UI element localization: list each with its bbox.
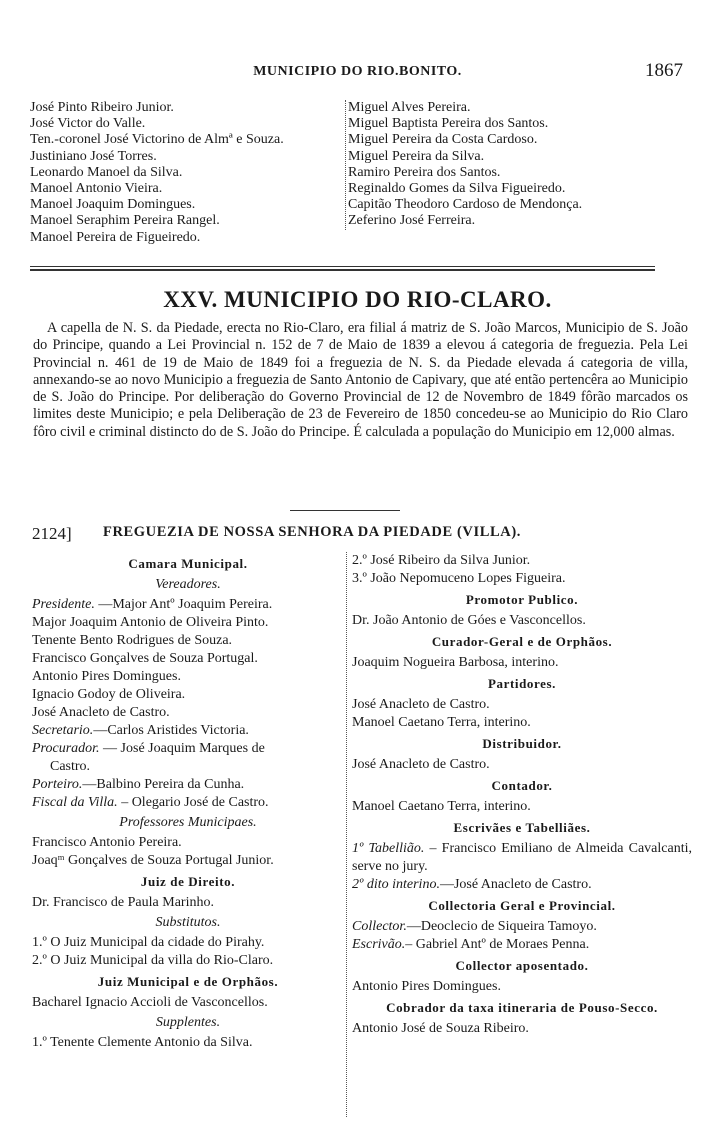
entry-text: —Carlos Aristides Victoria. (93, 723, 249, 738)
entry-text: – Olegario José de Castro. (117, 795, 269, 810)
list-item: Justiniano José Torres. (30, 148, 157, 164)
section-heading (352, 999, 692, 1017)
running-title: MUNICIPIO DO RIO.BONITO. (253, 64, 462, 79)
section-title: FREGUEZIA DE NOSSA SENHORA DA PIEDADE (VILLA). (103, 524, 521, 540)
entry-role: Procurador. (32, 741, 100, 756)
chapter-title: XXV. MUNICIPIO DO RIO-CLARO. (163, 287, 552, 312)
entry-line (352, 876, 692, 894)
entry-text: – Gabriel Antº de Moraes Penna. (405, 937, 590, 952)
entry-text: Joaqᵐ Gonçalves de Souza Portugal Junior. (32, 853, 274, 868)
section-heading (352, 633, 692, 651)
entry-text: 2.º O Juiz Municipal da villa do Rio-Claro. (32, 953, 274, 968)
list-item: Miguel Alves Pereira. (348, 100, 471, 115)
entry-text: Bacharel Ignacio Accioli de Vasconcellos. (32, 995, 268, 1010)
entry-text: Antonio José de Souza Ribeiro. (352, 1021, 529, 1036)
entry-text: Curador-Geral e de Orphãos. (431, 634, 613, 649)
entry-role: Presidente. (32, 597, 95, 612)
entry-text: Partidores. (487, 676, 557, 691)
subheading (32, 914, 344, 932)
entry-line (352, 840, 692, 876)
entry-text: Supplentes. (155, 1015, 221, 1030)
section-heading (352, 591, 692, 609)
section-rule (290, 510, 400, 511)
entry-text: Camara Municipal. (128, 556, 248, 571)
list-item: Ten.-coronel José Victorino de Almª e Souza. (30, 132, 284, 148)
section-heading (352, 819, 692, 837)
entry-text: José Anacleto de Castro. (352, 697, 490, 712)
entry-line (32, 632, 344, 650)
entry-line (32, 1034, 344, 1052)
entry-line (352, 978, 692, 996)
entry-line (32, 650, 344, 668)
entry-line (352, 612, 692, 630)
entry-text: Antonio Pires Domingues. (32, 669, 181, 684)
entry-line (352, 936, 692, 954)
list-item: Ramiro Pereira dos Santos. (348, 164, 501, 180)
entry-text: 2.º José Ribeiro da Silva Junior. (352, 553, 531, 568)
entry-line (32, 668, 344, 686)
list-item: Manoel Joaquim Domingues. (30, 197, 196, 213)
subheading (32, 1014, 344, 1032)
entry-text: Juiz Municipal e de Orphãos. (97, 974, 279, 989)
entry-text: 1.º Tenente Clemente Antonio da Silva. (32, 1035, 253, 1050)
list-item: Zeferino José Ferreira. (348, 213, 476, 229)
entry-text: Juiz de Direito. (140, 874, 236, 889)
entry-text: Francisco Antonio Pereira. (32, 835, 182, 850)
section-heading (32, 973, 344, 991)
section-number: 2124] (32, 524, 72, 543)
section-heading (352, 777, 692, 795)
entry-line (32, 758, 344, 776)
entry-text: Cobrador da taxa itineraria de Pouso-Secco. (386, 1000, 658, 1015)
entry-line (32, 894, 344, 912)
entry-line (352, 654, 692, 672)
list-item: José Pinto Ribeiro Junior. (30, 100, 174, 115)
entry-text: Manoel Caetano Terra, interino. (352, 799, 531, 814)
entry-line (32, 614, 344, 632)
entry-text: – Francisco Emiliano de Almeida Cavalcanti, serve no jury. (352, 841, 692, 874)
entry-line (352, 714, 692, 732)
section-heading (352, 897, 692, 915)
entry-line (352, 798, 692, 816)
entry-text: Substitutos. (155, 915, 221, 930)
entry-text: Collector aposentado. (455, 958, 589, 973)
entry-text: 1.º O Juiz Municipal da cidade do Pirahy. (32, 935, 265, 950)
entry-line (32, 794, 344, 812)
entry-text: Dr. Francisco de Paula Marinho. (32, 895, 214, 910)
list-item: Reginaldo Gomes da Silva Figueiredo. (348, 181, 566, 197)
entry-text: Escrivães e Tabelliães. (453, 820, 591, 835)
list-item: Manoel Pereira de Figueiredo. (30, 229, 201, 245)
entry-text: Vereadores. (155, 577, 221, 592)
entry-text: Contador. (491, 778, 553, 793)
section-heading (32, 873, 344, 891)
entry-text: —José Anacleto de Castro. (439, 877, 592, 892)
section-heading (352, 675, 692, 693)
entry-role: Fiscal da Villa. (32, 795, 118, 810)
subheading (32, 814, 344, 832)
entry-line (32, 596, 344, 614)
entry-role: Collector. (352, 919, 407, 934)
chapter-paragraph: A capella de N. S. da Piedade, erecta no Rio-Claro, era filial á matriz de S. João Marcos, Municipio de S. João do Principe, quando a Lei Provincial n. 152 de 7 de Maio de 1839 a elevou á categoria de freguezia. Pela Lei Provincial n. 461 de 19 de Maio de 1849 foi a freguezia de N. S. da Piedade elevada á categoria de villa, annexando-se ao novo Municipio a freguezia de Santo Antonio de Capivary, que até então pertencêra ao Municipio de S. João do Principe. Por deliberação do Governo Provincial de 12 de Novembro de 1849 fôrão marcados os limites deste Municipio; e pela Deliberação de 23 de Fevereiro de 1850 concedeu-se ao Municipio do Rio Claro fôro civil e criminal distincto do de S. João do Principe. É calculada a população do Municipio em 12,000 almas. (33, 320, 688, 440)
entry-text: Major Joaquim Antonio de Oliveira Pinto. (32, 615, 269, 630)
entry-line (32, 994, 344, 1012)
entry-role: Porteiro. (32, 777, 83, 792)
entry-line (352, 696, 692, 714)
entry-text: Promotor Publico. (465, 592, 579, 607)
entry-text: José Anacleto de Castro. (352, 757, 490, 772)
entry-role: Escrivão. (352, 937, 406, 952)
entry-line (32, 704, 344, 722)
entry-role: Secretario. (32, 723, 94, 738)
top-list-right (345, 100, 678, 230)
entry-text: Francisco Gonçalves de Souza Portugal. (32, 651, 258, 666)
entry-line (32, 776, 344, 794)
entry-text: —Balbino Pereira da Cunha. (82, 777, 245, 792)
list-item: José Victor do Valle. (30, 116, 146, 132)
entry-text: —Major Antº Joaquim Pereira. (94, 597, 273, 612)
right-column (352, 552, 692, 1038)
entry-line (32, 852, 344, 870)
entry-line (32, 740, 344, 758)
entry-text: José Anacleto de Castro. (32, 705, 170, 720)
column-divider (346, 552, 347, 1117)
entry-text: Professores Municipaes. (119, 815, 257, 830)
divider-rule (30, 269, 655, 271)
entry-role: 2º dito interino. (352, 877, 440, 892)
entry-line (32, 686, 344, 704)
section-heading (32, 555, 344, 573)
entry-line (352, 570, 692, 588)
entry-text: Castro. (50, 759, 91, 774)
entry-text: — José Joaquim Marques de (99, 741, 265, 756)
entry-line (352, 756, 692, 774)
page-number: 1867 (645, 60, 683, 81)
list-item: Miguel Pereira da Costa Cardoso. (348, 132, 538, 148)
list-item: Manoel Antonio Vieira. (30, 181, 163, 197)
entry-text: Ignacio Godoy de Oliveira. (32, 687, 186, 702)
entry-text: Tenente Bento Rodrigues de Souza. (32, 633, 233, 648)
entry-text: Dr. João Antonio de Góes e Vasconcellos. (352, 613, 586, 628)
entry-text: —Deoclecio de Siqueira Tamoyo. (406, 919, 597, 934)
section-heading (352, 957, 692, 975)
top-list-left (30, 100, 340, 246)
left-column (32, 552, 344, 1052)
entry-line (352, 552, 692, 570)
subheading (32, 576, 344, 594)
list-item: Miguel Baptista Pereira dos Santos. (348, 116, 549, 132)
entry-line (32, 834, 344, 852)
entry-text: Antonio Pires Domingues. (352, 979, 501, 994)
entry-line (32, 722, 344, 740)
entry-line (352, 1020, 692, 1038)
list-item: Miguel Pereira da Silva. (348, 148, 485, 164)
section-heading (352, 735, 692, 753)
entry-line (32, 934, 344, 952)
entry-text: Joaquim Nogueira Barbosa, interino. (352, 655, 559, 670)
list-item: Leonardo Manoel da Silva. (30, 164, 183, 180)
entry-role: 1º Tabellião. (352, 841, 425, 856)
entry-text: 3.º João Nepomuceno Lopes Figueira. (352, 571, 566, 586)
entry-line (32, 952, 344, 970)
entry-line (352, 918, 692, 936)
list-item: Manoel Seraphim Pereira Rangel. (30, 213, 220, 229)
entry-text: Collectoria Geral e Provincial. (428, 898, 616, 913)
list-item: Capitão Theodoro Cardoso de Mendonça. (348, 197, 583, 213)
divider-rule (30, 266, 655, 267)
entry-text: Distribuidor. (482, 736, 562, 751)
entry-text: Manoel Caetano Terra, interino. (352, 715, 531, 730)
